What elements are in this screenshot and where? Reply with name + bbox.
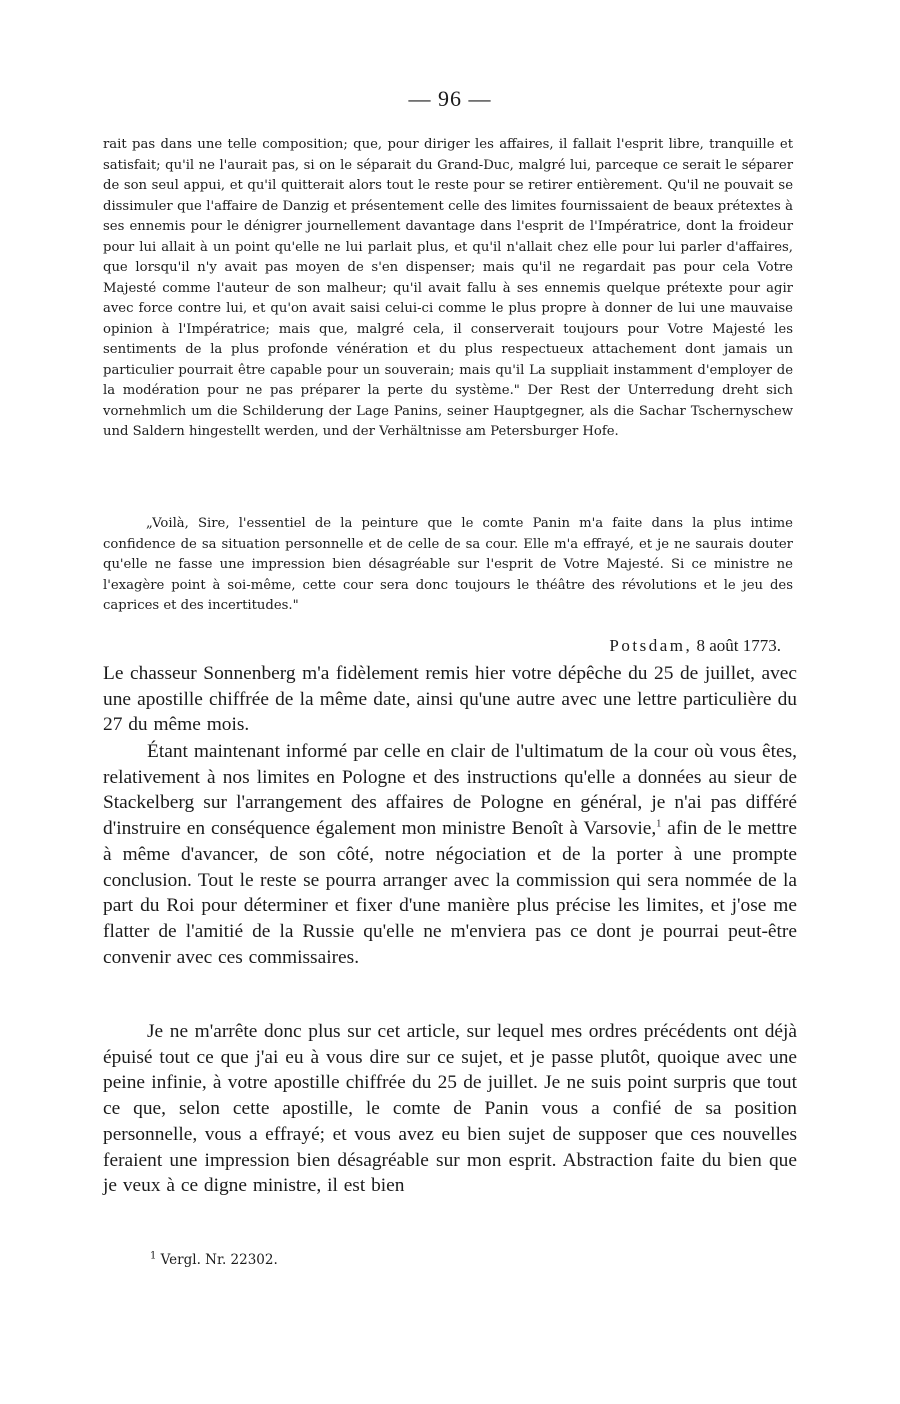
letter-paragraph-1 [103, 661, 797, 738]
paragraph-text: „Voilà, Sire, l'essentiel de la peinture que le comte Panin m'a faite dans la plus intime confidence de sa situation personnelle et de celle de sa cour. Elle m'a effrayé, et je ne saurais douter qu'elle ne fasse une impression bien désagréable sur l'esprit de Votre Majesté. Si ce ministre ne l'exagère point à soi-même, cette cour sera donc toujours le théâtre des révolutions et le jeu des caprices et des incertitudes." [103, 516, 793, 613]
dateline-date: 8 août 1773. [696, 636, 781, 655]
letter-paragraph-2 [103, 739, 797, 970]
report-paragraph-quote [103, 514, 793, 617]
paragraph-text: rait pas dans une telle composition; que, pour diriger les affaires, il fallait l'esprit libre, tranquille et satisfait; qu'il ne l'aurait pas, si on le séparait du Grand-Duc, malgré lui, parceque ce serait le séparer de son seul appui, et qu'il quitterait alors tout le reste pour se retirer entièrement. Qu'il ne pouvait se dissimuler que l'affaire de Danzig et présentement celle des limites fournissaient de beaux prétextes à ses ennemis pour le dénigrer journellement davantage dans l'esprit de l'Impératrice, dont la froideur pour lui allait à un point qu'elle ne lui parlait plus, et qu'il n'allait chez elle pour lui parler d'affaires, que lorsqu'il n'y avait pas moyen de s'en dispenser; mais qu'il ne regardait pas pour cela Votre Majesté comme l'auteur de son malheur; qu'il avait fallu à ses ennemis quelque prétexte pour agir avec force contre lui, et qu'on avait saisi celui-ci comme le plus propre à donner de lui une mauvaise opinion à l'Impératrice; mais que, malgré cela, il conserverait toujours pour Votre Majesté les sentiments de la plus profonde vénération et du plus respectueux attachement dont jamais un particulier pourrait être capable pour un souverain; mais qu'il La suppliait instamment d'employer de la modération pour ne pas préparer la perte du système." Der Rest der Unterredung dreht sich vornehmlich um die Schilderung der Lage Panins, seiner Hauptgegner, als die Sachar Tschernyschew und Saldern hingestellt werden, und der Verhältnisse am Petersburger Hofe. [103, 137, 793, 439]
paragraph-text-part: afin de le mettre à même d'avancer, de son côté, notre négociation et de la porter à une prompte conclusion. Tout le reste se pourra arranger avec la commission qui sera nommée de la part du Roi pour déterminer et fixer d'une manière plus précise les limites, et j'ose me flatter de l'amitié de la Russie qu'elle ne m'enviera pas ce dont je pourrai peut-être convenir avec ces commissaires. [103, 818, 797, 968]
footnote-mark: 1 [150, 1250, 157, 1262]
footnote-text: Vergl. Nr. 22302. [156, 1252, 278, 1268]
dateline-place: Potsdam, [609, 636, 693, 655]
paragraph-text: Le chasseur Sonnenberg m'a fidèlement remis hier votre dépêche du 25 de juillet, avec une apostille chiffrée de la même date, ainsi qu'une autre avec une lettre particulière du 27 du même mois. [103, 663, 797, 736]
paragraph-text: Je ne m'arrête donc plus sur cet article, sur lequel mes ordres précédents ont déjà épuisé tout ce que j'ai eu à vous dire sur ce sujet, et je passe plutôt, quoique avec une peine infinie, à votre apostille chiffrée du 25 de juillet. Je ne suis point surpris que tout ce que, selon cette apostille, le comte de Panin vous a confié de sa position personnelle, vous a effrayé; et vous avez eu bien sujet de supposer que ces nouvelles feraient une impression bien désagréable sur mon esprit. Abstraction faite du bien que je veux à ce digne ministre, il est bien [103, 1021, 797, 1197]
paragraph-text [103, 739, 797, 970]
dateline [103, 636, 781, 656]
report-paragraph-continued [103, 135, 793, 443]
letter-paragraph-3 [103, 1019, 797, 1199]
footnote [150, 1252, 278, 1268]
page-number: — 96 — [408, 86, 492, 111]
footnote-reference: 1 [656, 818, 662, 830]
paragraph-text-part: Étant maintenant informé par celle en clair de l'ultimatum de la cour où vous êtes, relativement à nos limites en Pologne et des instructions qu'elle a données au sieur de Stackelberg sur l'arrangement des affaires de Pologne en général, je n'ai pas différé d'instruire en conséquence également mon ministre Benoît à Varsovie, [103, 741, 797, 840]
